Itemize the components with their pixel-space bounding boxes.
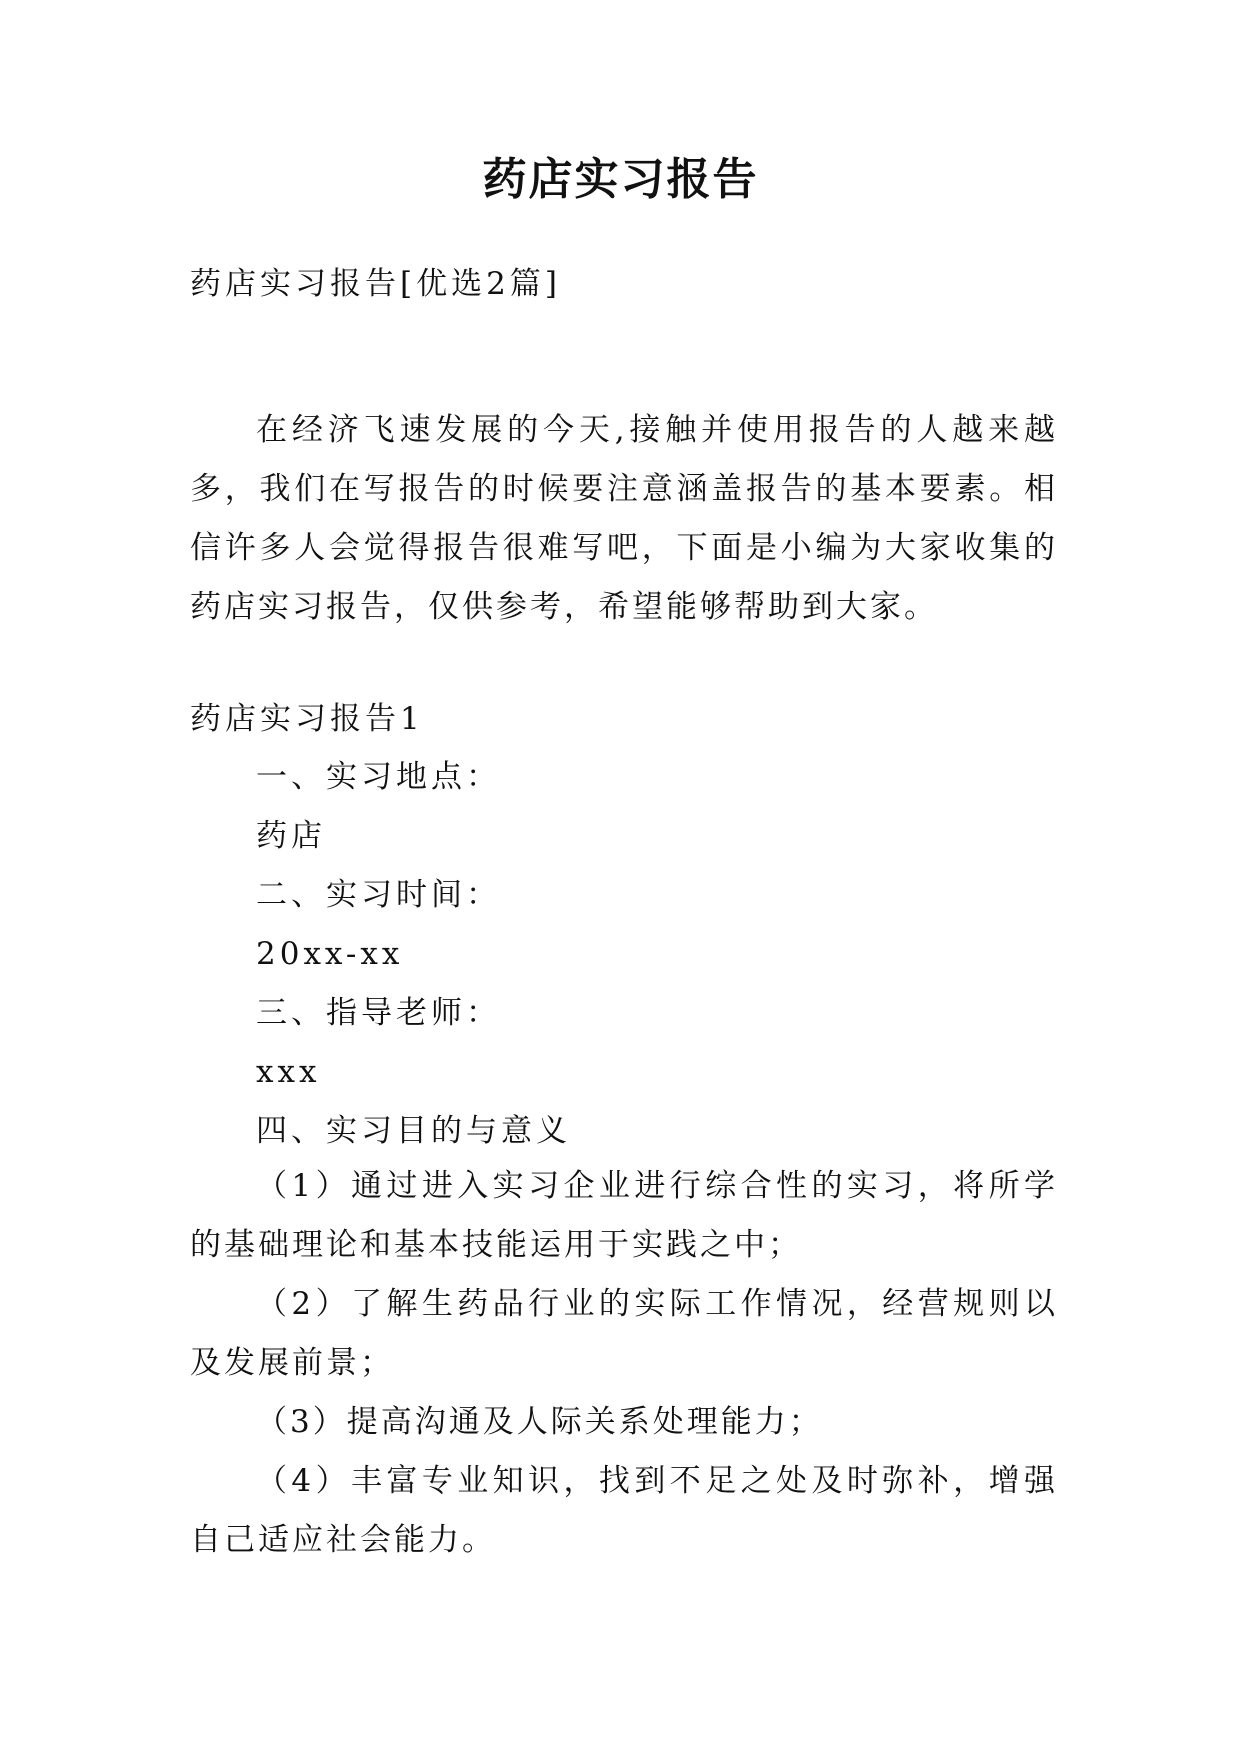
intro-paragraph: 在经济飞速发展的今天,接触并使用报告的人越来越多，我们在写报告的时候要注意涵盖报告的基本要素。相信许多人会觉得报告很难写吧，下面是小编为大家收集的药店实习报告，仅供参考，希望能够帮助到大家。 (190, 412, 1058, 625)
purpose-item: （1）通过进入实习企业进行综合性的实习，将所学的基础理论和基本技能运用于实践之中； (190, 1168, 1058, 1263)
purpose-item: （4）丰富专业知识，找到不足之处及时弥补，增强自己适应社会能力。 (190, 1463, 1058, 1558)
teacher-label: 三、指导老师： (256, 995, 501, 1031)
place-label: 一、实习地点： (256, 759, 501, 795)
document-subtitle: 药店实习报告[优选2篇] (190, 266, 561, 302)
purpose-item: （3）提高沟通及人际关系处理能力； (256, 1404, 823, 1440)
section-heading: 药店实习报告1 (190, 701, 424, 737)
teacher-value: xxx (256, 1054, 321, 1090)
purpose-label: 四、实习目的与意义 (256, 1113, 571, 1149)
document-title: 药店实习报告 (482, 154, 759, 205)
time-label: 二、实习时间： (256, 877, 501, 913)
place-value: 药店 (256, 818, 326, 854)
time-value: 20xx-xx (256, 936, 404, 972)
purpose-item: （2）了解生药品行业的实际工作情况，经营规则以及发展前景； (190, 1286, 1058, 1381)
